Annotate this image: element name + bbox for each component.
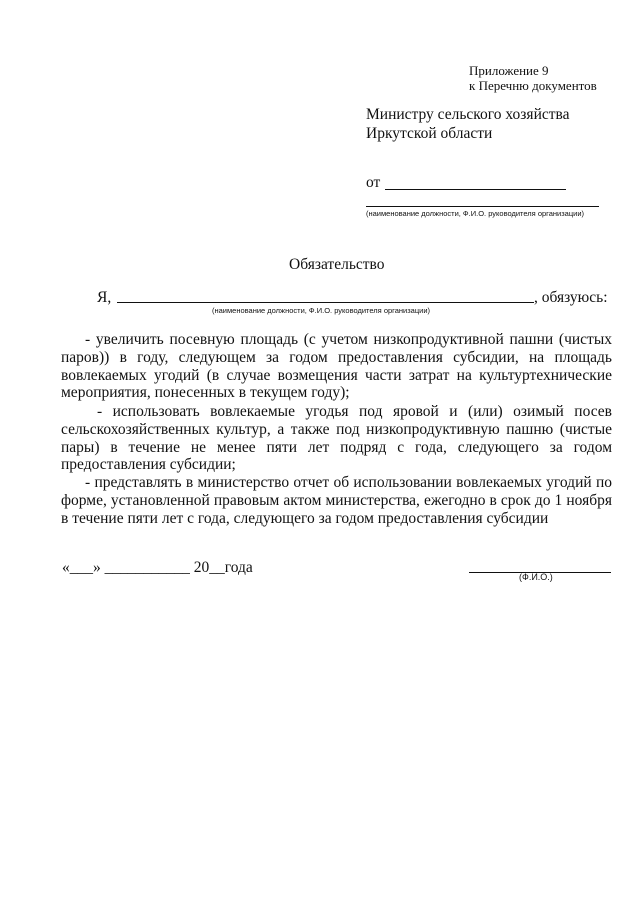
obligation-item: - увеличить посевную площадь (с учетом низкопродуктивной пашни (чистых паров)) в году, следующем за годом предоставления субсидии, на площадь вовлекаемых угодий (в случае возмещения части затрат на культуртехнические мероприятия, понесенных в текущем году); bbox=[61, 331, 612, 402]
pledge-suffix: , обязуюсь: bbox=[534, 289, 608, 306]
obligation-item: - использовать вовлекаемые угодья под яровой и (или) озимый посев сельскохозяйственных культур, а также под низкопродуктивную пашню (чистые пары) в течение не менее пяти лет подряд с года, следующего за годом предоставления субсидии; bbox=[61, 403, 612, 474]
appendix-reference: к Перечню документов bbox=[469, 78, 597, 93]
addressee-region: Иркутской области bbox=[366, 125, 493, 142]
document-title: Обязательство bbox=[289, 256, 385, 273]
signature-caption: (Ф.И.О.) bbox=[519, 572, 553, 582]
sender-fill-line-2 bbox=[366, 206, 599, 207]
addressee-title: Министру сельского хозяйства bbox=[366, 106, 570, 123]
obligation-item: - представлять в министерство отчет об использовании вовлекаемых угодий по форме, установленной правовым актом министерства, ежегодно в срок до 1 ноября в течение пяти лет с года, следующего за годом предоставления субсидии bbox=[61, 474, 612, 527]
date-line: «___» ___________ 20__года bbox=[62, 559, 253, 576]
pledge-caption: (наименование должности, Ф.И.О. руководителя организации) bbox=[212, 306, 431, 315]
appendix-number: Приложение 9 bbox=[469, 63, 549, 78]
pledge-prefix: Я, bbox=[97, 289, 112, 306]
pledge-fill-line bbox=[117, 302, 534, 303]
sender-fill-line bbox=[385, 189, 566, 190]
sender-caption: (наименование должности, Ф.И.О. руководителя организации) bbox=[366, 209, 585, 218]
from-label: от bbox=[366, 174, 381, 191]
